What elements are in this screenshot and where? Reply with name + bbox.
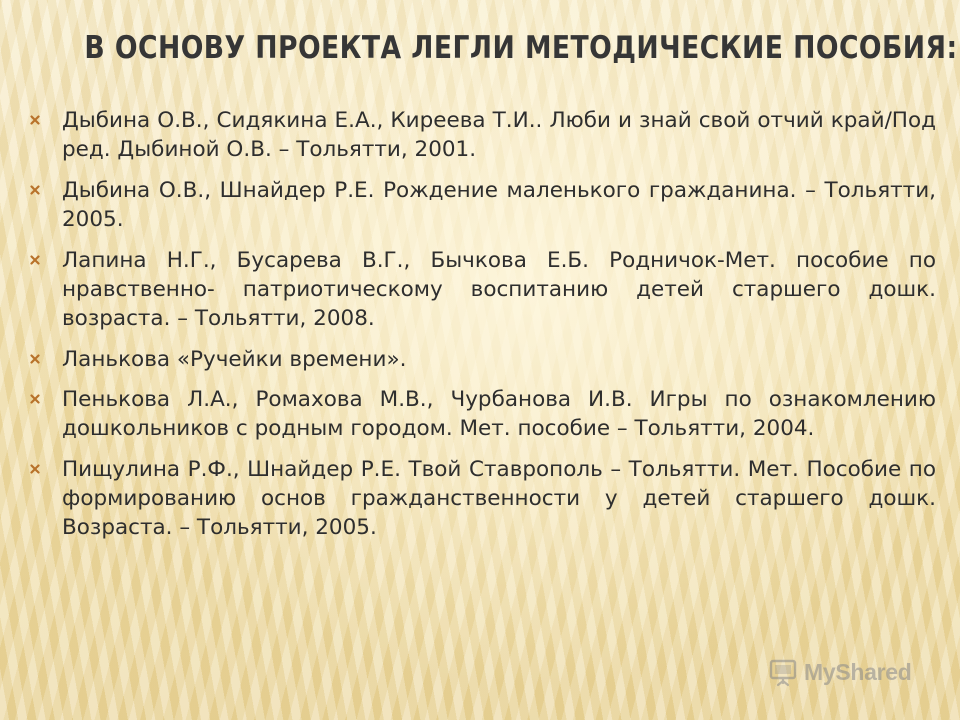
x-cross-icon xyxy=(30,115,40,125)
watermark xyxy=(768,655,928,689)
x-cross-icon xyxy=(30,354,40,364)
x-cross-icon xyxy=(30,464,40,474)
list-item-text: Дыбина О.В., Шнайдер Р.Е. Рождение маленького гражданина. – Тольятти, 2005. xyxy=(62,178,936,232)
list-item xyxy=(62,385,936,443)
x-cross-icon xyxy=(30,255,40,265)
list-item xyxy=(62,106,936,164)
list-item-text: Ланькова «Ручейки времени». xyxy=(62,347,407,372)
list-item xyxy=(62,455,936,542)
x-cross-icon xyxy=(30,185,40,195)
list-item-text: Пенькова Л.А., Ромахова М.В., Чурбанова И.В. Игры по ознакомлению дошкольников с родным городом. Мет. пособие – Тольятти, 2004. xyxy=(62,387,936,441)
list-item xyxy=(62,176,936,234)
list-item-text: Дыбина О.В., Сидякина Е.А., Киреева Т.И.. Люби и знай свой отчий край/Под ред. Дыбиной О.В. – Тольятти, 2001. xyxy=(62,108,936,162)
reference-list xyxy=(62,106,936,554)
list-item xyxy=(62,345,936,374)
x-cross-icon xyxy=(30,394,40,404)
slide-title: В ОСНОВУ ПРОЕКТА ЛЕГЛИ МЕТОДИЧЕСКИЕ ПОСОБИЯ: xyxy=(84,30,958,66)
list-item xyxy=(62,246,936,333)
list-item-text: Лапина Н.Г., Бусарева В.Г., Бычкова Е.Б. Родничок-Мет. пособие по нравственно- патриотическому воспитанию детей старшего дошк. возраста. – Тольятти, 2008. xyxy=(62,248,936,331)
presentation-board-icon xyxy=(768,657,798,687)
list-item-text: Пищулина Р.Ф., Шнайдер Р.Е. Твой Ставрополь – Тольятти. Мет. Пособие по формированию основ гражданственности у детей старшего дошк. Возраста. – Тольятти, 2005. xyxy=(62,457,936,540)
watermark-text: MyShared xyxy=(804,658,912,685)
